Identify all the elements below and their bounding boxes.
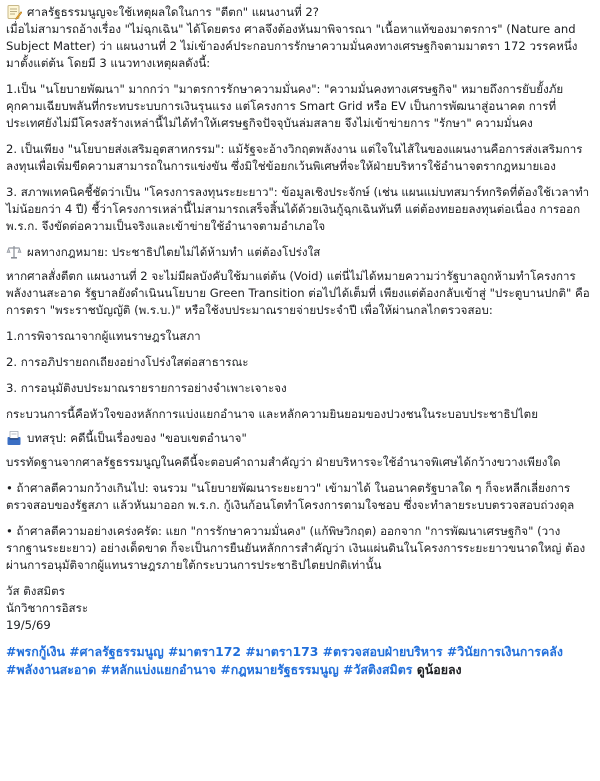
check-item-3: 3. การอนุมัติงบประมาณรายรายการอย่างจำเพาะเจาะจง (6, 381, 287, 395)
process-paragraph: กระบวนการนี้คือหัวใจของหลักการแบ่งแยกอำนาจ และหลักความยินยอมของปวงชนในระบอบประชาธิปไตย (6, 407, 538, 421)
summary-heading-row (6, 430, 591, 447)
author-name: วัส ติงสมิตร (6, 584, 65, 598)
reason-2: 2. เป็นเพียง "นโยบายส่งเสริมอุตสาหกรรม": แม้รัฐจะอ้างวิกฤตพลังงาน แต่ใจในไส้ในของแผนงานคือการส่งเสริมการลงทุนเพื่อเพิ่มขีดความสามารถในการแข่งขัน ซึ่งมิใช่ข้อยกเว้นพิเศษที่จะให้ฝ่ายบริหารใช้อำนาจตรากฎหมายเอง (6, 142, 583, 173)
author-role: นักวิชาการอิสระ (6, 601, 89, 615)
intro-paragraph: เมื่อไม่สามารถอ้างเรื่อง "ไม่ฉุกเฉิน" ได้โดยตรง ศาลจึงต้องหันมาพิจารณา "เนื้อหาแท้ของมาตรการ" (Nature and Subject Matter) ว่า แผนงานที่ 2 ไม่เข้าองค์ประกอบการรักษาความมั่นคงทางเศรษฐกิจตามมาตรา 172 วรรคหนึ่ง มาตั้งแต่ต้น โดยมี 3 แนวทางเหตุผลดังนี้: (6, 22, 578, 70)
check-item-1: 1.การพิจารณาจากผู้แทนราษฎรในสภา (6, 329, 201, 343)
see-less-link[interactable]: ดูน้อยลง (416, 662, 462, 677)
summary-paragraph: บรรทัดฐานจากศาลรัฐธรรมนูญในคดีนี้จะตอบคำถามสำคัญว่า ฝ่ายบริหารจะใช้อำนาจพิเศษได้กว้างขวางเพียงใด (6, 455, 561, 469)
bullet-broad: • ถ้าศาลตีความกว้างเกินไป: จนรวม "นโยบายพัฒนาระยะยาว" เข้ามาได้ ในอนาคตรัฐบาลใด ๆ ก็จะหลีกเลี่ยงการตรวจสอบของรัฐสภา แล้วหันมาออก พ.ร.ก. กู้เงินก้อนโตทำโครงการตามใจชอบ ซึ่งจะทำลายระบบตรวจสอบถ่วงดุล (6, 481, 575, 512)
question-heading: ศาลรัฐธรรมนูญจะใช้เหตุผลใดในการ "ตีตก" แผนงานที่ 2? (27, 5, 319, 19)
summary-heading: บทสรุป: คดีนี้เป็นเรื่องของ "ขอบเขตอำนาจ" (27, 431, 247, 445)
reason-1: 1.เป็น "นโยบายพัฒนา" มากกว่า "มาตรการรักษาความมั่นคง": "ความมั่นคงทางเศรษฐกิจ" หมายถึงการยับยั้งภัยคุกคามเฉียบพลันที่กระทบระบบการเงินรุนแรง แต่โครงการ Smart Grid หรือ EV เป็นการพัฒนาสู่อนาคต การที่ประเทศยังไม่มีโครงสร้างเหล่านี้ไม่ได้ทำให้เศรษฐกิจปัจจุบันล่มสลาย จึงไม่เข้าข่ายการ "รักษา" ความมั่นคง (6, 82, 564, 130)
scales-icon (6, 244, 22, 260)
law-heading: ผลทางกฎหมาย: ประชาธิปไตยไม่ได้ห้ามทำ แต่ต้องโปร่งใส (27, 245, 321, 259)
reason-3: 3. สภาพเทคนิคชี้ชัดว่าเป็น "โครงการลงทุนระยะยาว": ข้อมูลเชิงประจักษ์ (เช่น แผนแม่บทสมาร์ทกริดที่ต้องใช้เวลาทำไม่น้อยกว่า 4 ปี) ชี้ว่าโครงการเหล่านี้ไม่สามารถเสร็จสิ้นได้ด้วยเงินกู้ฉุกเฉินทันที แต่ต้องทยอยลงทุนต่อเนื่อง การออก พ.ร.ก. จึงขัดต่อความเป็นจริงและเข้าข่ายใช้อำนาจตามอำเภอใจ (6, 185, 590, 233)
question-heading-row (6, 4, 591, 21)
law-heading-row (6, 244, 591, 261)
hashtag-links-line-1[interactable]: #พรกกู้เงิน #ศาลรัฐธรรมนูญ #มาตรา172 #มาตรา173 #ตรวจสอบฝ่ายบริหาร #วินัยการเงินการคลัง (6, 644, 563, 659)
hashtag-links-line-2[interactable]: #พลังงานสะอาด #หลักแบ่งแยกอำนาจ #กฎหมายรัฐธรรมนูญ #วัสติงสมิตร (6, 662, 413, 677)
post-date: 19/5/69 (6, 618, 51, 632)
ballot-box-icon (6, 430, 22, 446)
hashtag-block (6, 643, 591, 679)
check-item-2: 2. การอภิปรายถกเถียงอย่างโปร่งใสต่อสาธารณะ (6, 355, 249, 369)
law-paragraph: หากศาลสั่งตีตก แผนงานที่ 2 จะไม่มีผลบังคับใช้มาแต่ต้น (Void) แต่นี่ไม่ได้หมายความว่ารัฐบาลถูกห้ามทำโครงการพลังงานสะอาด รัฐบาลยังดำเนินนโยบาย Green Transition ต่อไปได้เต็มที่ เพียงแต่ต้องกลับเข้าสู่ "ประตูบานปกติ" คือการตรา "พระราชบัญญัติ (พ.ร.บ.)" หรือใช้งบประมาณรายจ่ายประจำปี เพื่อให้ผ่านกลไกตรวจสอบ: (6, 269, 590, 317)
memo-icon (6, 4, 22, 20)
bullet-strict: • ถ้าศาลตีความอย่างเคร่งครัด: แยก "การรักษาความมั่นคง" (แก้พิษวิกฤต) ออกจาก "การพัฒนาเศรษฐกิจ" (วางรากฐานระยะยาว) อย่างเด็ดขาด ก็จะเป็นการยืนยันหลักการสำคัญว่า เงินแผ่นดินในโครงการระยะยาวขนาดใหญ่ ต้องผ่านการอนุมัติจากผู้แทนราษฎรภายใต้กระบวนการประชาธิปไตยปกติเท่านั้น (6, 524, 586, 572)
